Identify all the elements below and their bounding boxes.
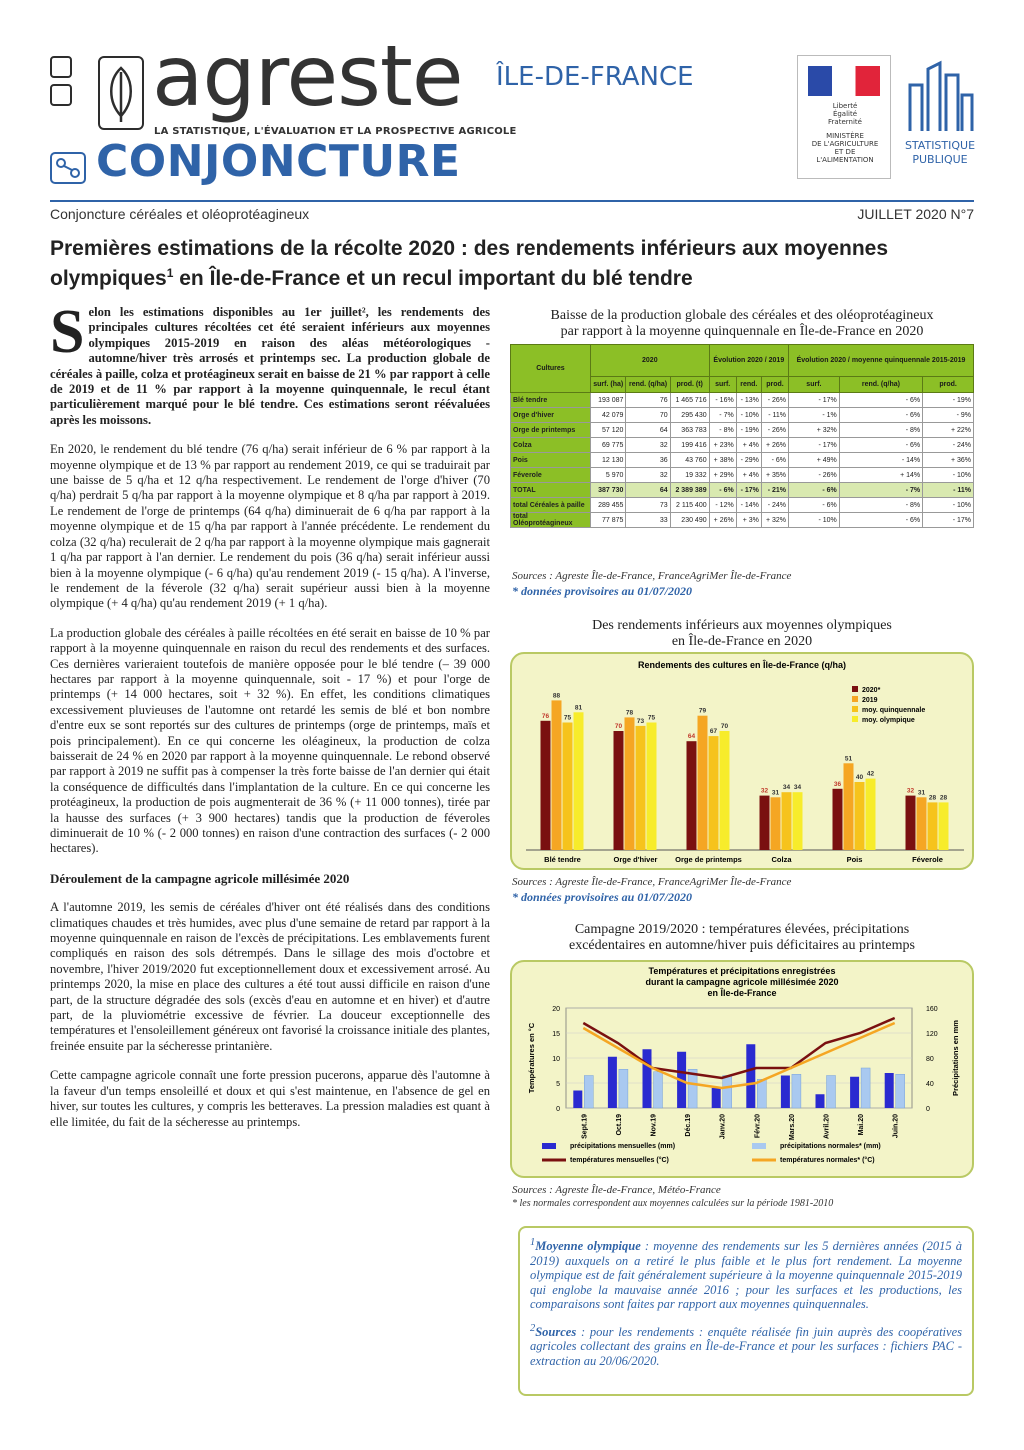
table-provisional-note: * données provisoires au 01/07/2020 bbox=[512, 584, 693, 598]
data-label: 67 bbox=[709, 728, 718, 736]
logo-icon-group bbox=[50, 56, 94, 112]
y-tick-right: 0 bbox=[926, 1106, 930, 1113]
table-cell: 64 bbox=[626, 483, 670, 498]
y-tick-left: 0 bbox=[556, 1106, 560, 1113]
table-cell: - 6% bbox=[709, 483, 736, 498]
climate-chart-box bbox=[510, 960, 974, 1178]
precip-bar bbox=[816, 1094, 825, 1108]
legend-label: moy. olympique bbox=[862, 717, 915, 724]
bar-chart-title: Des rendements inférieurs aux moyennes olympiques en Île-de-France en 2020 bbox=[592, 618, 892, 649]
ministry-logo bbox=[797, 55, 891, 179]
data-label: 75 bbox=[563, 714, 572, 722]
table-cell: - 26% bbox=[789, 468, 840, 483]
y-tick-right: 160 bbox=[926, 1006, 938, 1013]
data-label: 81 bbox=[574, 704, 583, 712]
table-subheader: prod. bbox=[923, 377, 974, 393]
table-header-cultures: Cultures bbox=[511, 345, 591, 393]
y-tick-right: 120 bbox=[926, 1031, 938, 1038]
table-row-label: total Oléoprotéagineux bbox=[511, 513, 591, 528]
y-axis-label-left: Températures en °C bbox=[527, 1022, 536, 1094]
bar bbox=[917, 797, 927, 850]
table-row bbox=[511, 483, 974, 498]
data-label: 32 bbox=[906, 787, 915, 795]
precip-bar bbox=[827, 1076, 836, 1109]
table-cell: - 6% bbox=[789, 498, 840, 513]
table-cell: 64 bbox=[626, 423, 670, 438]
precip-bar bbox=[861, 1068, 870, 1108]
table-cell: - 9% bbox=[923, 408, 974, 423]
yield-chart-box bbox=[510, 652, 974, 870]
table-cell: - 29% bbox=[736, 453, 761, 468]
table-row-label: TOTAL bbox=[511, 483, 591, 498]
precip-bar bbox=[643, 1049, 652, 1108]
data-label: 31 bbox=[771, 789, 780, 797]
precip-bar bbox=[781, 1076, 790, 1109]
precip-bar bbox=[746, 1044, 755, 1108]
precip-bar bbox=[792, 1074, 801, 1108]
table-cell: + 49% bbox=[789, 453, 840, 468]
bar bbox=[720, 731, 730, 850]
table-row bbox=[511, 408, 974, 423]
publication-subhead: Conjoncture céréales et oléoprotéagineux bbox=[50, 206, 310, 222]
bar bbox=[625, 717, 635, 850]
y-tick-left: 5 bbox=[556, 1081, 560, 1088]
table-cell: + 32% bbox=[789, 423, 840, 438]
table-cell: + 4% bbox=[736, 468, 761, 483]
table-cell: 193 087 bbox=[591, 393, 626, 408]
table-title: Baisse de la production globale des céréales et des oléoprotéagineux par rapport à la moyenne quinquennale en Île-de-France en 2020 bbox=[550, 308, 934, 339]
table-cell: - 17% bbox=[923, 513, 974, 528]
ministry-motto: Liberté Égalité Fraternité bbox=[828, 102, 862, 126]
table-cell: 42 079 bbox=[591, 408, 626, 423]
climate-source: Sources : Agreste Île-de-France, Météo-France bbox=[512, 1184, 721, 1196]
bar-chart-provisional-note: * données provisoires au 01/07/2020 bbox=[512, 890, 693, 904]
table-row-label: Orge d'hiver bbox=[511, 408, 591, 423]
brand-tagline: LA STATISTIQUE, L'ÉVALUATION ET LA PROSPECTIVE AGRICOLE bbox=[154, 126, 517, 137]
chart-title-2: durant la campagne agricole millésimée 2020 bbox=[645, 977, 839, 987]
bar bbox=[698, 716, 708, 850]
table-subheader: rend. (q/ha) bbox=[626, 377, 670, 393]
table-cell: 76 bbox=[626, 393, 670, 408]
table-cell: 70 bbox=[626, 408, 670, 423]
table-row bbox=[511, 453, 974, 468]
table-cell: + 35% bbox=[761, 468, 788, 483]
table-cell: - 6% bbox=[839, 408, 922, 423]
y-tick-left: 20 bbox=[552, 1006, 560, 1013]
category-label: Orge d'hiver bbox=[613, 855, 658, 864]
chart-title-3: en Île-de-France bbox=[707, 988, 777, 998]
table-cell: 199 416 bbox=[670, 438, 709, 453]
legend-swatch bbox=[852, 706, 858, 712]
bar bbox=[771, 797, 781, 850]
bar bbox=[541, 721, 551, 850]
table-row bbox=[511, 393, 974, 408]
month-label: Mai.20 bbox=[858, 1114, 866, 1136]
data-label: 34 bbox=[793, 784, 802, 792]
table-cell: - 11% bbox=[923, 483, 974, 498]
table-row-label: Blé tendre bbox=[511, 393, 591, 408]
category-label: Blé tendre bbox=[544, 855, 581, 864]
bar bbox=[636, 726, 646, 850]
paragraph-pests: Cette campagne agricole connaît une forte pression pucerons, apparue dès l'automne à la faveur d'un temps ensoleillé et doux et qui s'est maintenue, en l'absence de gel en hiver, sur toutes les cultures, y compris les betteraves. La pression maladies est quant à elle limitée, du fait de la sécheresse au printemps. bbox=[50, 1068, 490, 1129]
table-cell: - 6% bbox=[839, 393, 922, 408]
table-cell: - 11% bbox=[761, 408, 788, 423]
stat-label-1: STATISTIQUE bbox=[904, 139, 976, 152]
stat-label-2: PUBLIQUE bbox=[912, 153, 968, 166]
table-subheader: surf. bbox=[789, 377, 840, 393]
precip-bar bbox=[723, 1076, 732, 1109]
data-label: 73 bbox=[636, 717, 645, 725]
ministry-name: MINISTÈRE DE L'AGRICULTURE ET DE L'ALIMENTATION bbox=[811, 132, 879, 164]
climate-note: * les normales correspondent aux moyennes calculées sur la période 1981-2010 bbox=[512, 1198, 834, 1209]
table-cell: - 6% bbox=[839, 438, 922, 453]
production-table bbox=[510, 344, 974, 528]
month-label: Oct.19 bbox=[615, 1114, 623, 1136]
bar bbox=[833, 789, 843, 850]
data-label: 70 bbox=[614, 723, 623, 730]
network-icon bbox=[50, 152, 86, 184]
table-cell: - 14% bbox=[736, 498, 761, 513]
legend-swatch bbox=[852, 686, 858, 692]
flag-icon bbox=[808, 66, 880, 96]
table-cell: 5 970 bbox=[591, 468, 626, 483]
precip-bar bbox=[885, 1073, 894, 1108]
data-label: 32 bbox=[760, 787, 769, 795]
precip-bar bbox=[584, 1076, 593, 1109]
legend-label: températures mensuelles (°C) bbox=[570, 1157, 669, 1164]
brand-name: agreste bbox=[152, 27, 463, 125]
climate-chart-title: Campagne 2019/2020 : températures élevées, précipitations excédentaires en automne/hiver puis déficitaires au printemps bbox=[569, 922, 915, 953]
table-cell: - 21% bbox=[761, 483, 788, 498]
bar bbox=[614, 731, 624, 850]
region-label: ÎLE-DE-FRANCE bbox=[496, 62, 694, 92]
bar bbox=[563, 723, 573, 851]
precip-bar bbox=[608, 1057, 617, 1108]
data-label: 36 bbox=[833, 780, 842, 788]
table-cell: + 4% bbox=[736, 438, 761, 453]
table-subheader: rend. (q/ha) bbox=[839, 377, 922, 393]
table-cell: 387 730 bbox=[591, 483, 626, 498]
precip-bar bbox=[712, 1088, 721, 1108]
table-cell: + 36% bbox=[923, 453, 974, 468]
table-row-label: Colza bbox=[511, 438, 591, 453]
chart-icon bbox=[50, 56, 72, 78]
climate-chart bbox=[512, 962, 972, 1176]
section-title: CONJONCTURE bbox=[96, 136, 461, 187]
legend-swatch bbox=[752, 1143, 766, 1149]
table-cell: - 12% bbox=[709, 498, 736, 513]
table-source: Sources : Agreste Île-de-France, FranceAgriMer Île-de-France bbox=[512, 570, 792, 582]
category-label: Orge de printemps bbox=[675, 855, 742, 864]
table-cell: - 19% bbox=[923, 393, 974, 408]
table-cell: 69 775 bbox=[591, 438, 626, 453]
page-title: Premières estimations de la récolte 2020 : des rendements inférieurs aux moyennes olympiques$^1$ en Île-de-France et un recul important du blé tendre bbox=[50, 237, 889, 290]
data-label: 70 bbox=[720, 723, 729, 730]
data-label: 64 bbox=[687, 733, 696, 741]
table-cell: - 16% bbox=[709, 393, 736, 408]
precip-bar bbox=[654, 1072, 663, 1108]
table-cell: 12 130 bbox=[591, 453, 626, 468]
header-rule bbox=[50, 200, 974, 202]
month-label: Janv.20 bbox=[719, 1114, 727, 1140]
data-label: 40 bbox=[855, 774, 864, 781]
table-row-label: Pois bbox=[511, 453, 591, 468]
table-cell: 2 115 400 bbox=[670, 498, 709, 513]
category-label: Pois bbox=[846, 855, 863, 864]
issue-number: JUILLET 2020 N°7 bbox=[857, 206, 974, 222]
bar bbox=[939, 802, 949, 850]
table-row bbox=[511, 438, 974, 453]
data-label: 78 bbox=[625, 709, 634, 717]
paragraph-production: La production globale des céréales à paille récoltées en été serait en baisse de 10 % par rapport à la moyenne quinquennale en raison du recul des rendements et des surfaces. Ces dernières varieraient toutefois de manière opposée pour le blé tendre (– 39 000 hectares par rapport à la moyenne quinquennale, soit - 17 %) et pour l'orge de printemps (+ 14 000 hectares, soit + 32 %). En effet, les conditions climatiques excessivement pluvieuses de l'automne ont retardé les semis de blé et bon nombre d'entre eux se sont reportés sur des cultures de printemps (orge de printemps, maïs et pois principalement). En ce qui concerne les oléagineux, la production de colza baisserait de 24 % en 2020 par rapport à la moyenne quinquennale. Le rebond observé par rapport à 2019 ne suffit pas à compenser la très forte baisse de l'an dernier qui était la conséquence de difficultés dans l'implantation de la culture. En ce qui concerne les protéagineux, la production de pois augmenterait de 36 % (+ 11 000 tonnes), tirée par la hausse des surfaces (+ 3 900 hectares) tandis que la production de féveroles diminuerait de 10 % (- 2 000 tonnes) en raison d'une contraction des surfaces (- 2 000 hectares). bbox=[50, 625, 490, 856]
legend-swatch bbox=[852, 716, 858, 722]
chart-title-1: Températures et précipitations enregistrées bbox=[648, 966, 836, 976]
table-cell: - 14% bbox=[839, 453, 922, 468]
bar bbox=[552, 700, 562, 850]
table-cell: - 8% bbox=[709, 423, 736, 438]
table-subheader: surf. (ha) bbox=[591, 377, 626, 393]
table-subheader: prod. bbox=[761, 377, 788, 393]
paragraph-campaign: A l'automne 2019, les semis de céréales d'hiver ont été réalisés dans des conditions climatiques chaudes et très humides, avec plus d'une semaine de retard par rapport à la moyenne quinquennale en raison de l'excès de précipitations. Les emblavements furent compliqués en raison des sols détrempés. Dans le sillage des mois d'octobre et novembre, l'hiver 2019/2020 fut exceptionnellement doux et excessivement arrosé. Au printemps 2020, la mise en place des cultures a été tout aussi difficile en raison d'une part, de la structure dégradée des sols (excès d'eau en automne et en hiver) et d'autre part, de la pluviométrie excessive de février. La douceur exceptionnelle des températures et l'ensoleillement généreux ont favorisé la croissance initiale des plantes, freinée ensuite par la sécheresse printanière. bbox=[50, 900, 490, 1053]
table-cell: + 29% bbox=[709, 468, 736, 483]
y-axis-label-right: Précipitations en mm bbox=[951, 1020, 960, 1096]
chart-title: Rendements des cultures en Île-de-France (q/ha) bbox=[637, 660, 847, 670]
bar bbox=[844, 763, 854, 850]
table-subheader: surf. bbox=[709, 377, 736, 393]
table-row bbox=[511, 468, 974, 483]
table-cell: - 7% bbox=[839, 483, 922, 498]
table-cell: 32 bbox=[626, 438, 670, 453]
percent-icon bbox=[50, 84, 72, 106]
table-header-evo-2019: Évolution 2020 / 2019 bbox=[709, 345, 788, 377]
table-cell: - 6% bbox=[839, 513, 922, 528]
paragraph-yields: En 2020, le rendement du blé tendre (76 q/ha) serait inférieur de 6 % par rapport à la moyenne olympique et de 13 % par rapport au rendement 2019, ce qui se traduirait par une baisse de 5 q/ha et 12 q/ha respectivement. Le rendement de l'orge d'hiver (70 q/ha) perdrait 5 q/ha par rapport à la moyenne olympique et 8 q/ha par rapport à 2019. Le rendement de l'orge de printemps (64 q/ha) diminuerait de 6 q/ha par rapport à la moyenne olympique et de 15 q/ha par rapport à l'année précédente. Le rendement du colza (32 q/ha) reculerait de 2 q/ha par rapport à la moyenne olympique mais gagnerait 1 q/ha par rapport à l'an dernier. Le rendement du pois (36 q/ha) serait inférieur aussi bien à la moyenne olympique (- 6 q/ha) qu'au rendement 2019 (- 15 q/ha). A l'inverse, le rendement de la féverole (32 q/ha) serait supérieur aussi bien à la moyenne olympique (+ 4 q/ha) qu'au rendement 2019 (+ 1 q/ha). bbox=[50, 442, 490, 611]
table-cell: + 26% bbox=[761, 438, 788, 453]
table-cell: 73 bbox=[626, 498, 670, 513]
article-body bbox=[50, 298, 490, 1144]
table-cell: 363 783 bbox=[670, 423, 709, 438]
table-cell: - 6% bbox=[789, 483, 840, 498]
table-row-label: Féverole bbox=[511, 468, 591, 483]
month-label: Févr.20 bbox=[754, 1114, 762, 1139]
statistique-publique-logo bbox=[900, 55, 980, 179]
table-cell: 57 120 bbox=[591, 423, 626, 438]
table-cell: - 7% bbox=[709, 408, 736, 423]
table-cell: - 1% bbox=[789, 408, 840, 423]
table-cell: 230 490 bbox=[670, 513, 709, 528]
data-label: 28 bbox=[939, 794, 948, 802]
precip-bar bbox=[757, 1079, 766, 1108]
table-row-label: total Céréales à paille bbox=[511, 498, 591, 513]
table-cell: 289 455 bbox=[591, 498, 626, 513]
table-cell: + 26% bbox=[709, 513, 736, 528]
category-label: Féverole bbox=[912, 855, 943, 864]
table-cell: - 6% bbox=[761, 453, 788, 468]
month-label: Nov.19 bbox=[650, 1114, 658, 1137]
table-cell: - 8% bbox=[839, 423, 922, 438]
table-row bbox=[511, 423, 974, 438]
precip-bar bbox=[573, 1091, 582, 1109]
bar bbox=[782, 792, 792, 850]
month-label: Mars.20 bbox=[788, 1114, 796, 1141]
table-cell: 36 bbox=[626, 453, 670, 468]
table-cell: - 26% bbox=[761, 393, 788, 408]
y-tick-left: 10 bbox=[552, 1056, 560, 1063]
data-label: 75 bbox=[647, 714, 656, 722]
table-subheader: prod. (t) bbox=[670, 377, 709, 393]
table-cell: - 10% bbox=[736, 408, 761, 423]
bar bbox=[687, 741, 697, 850]
table-cell: + 3% bbox=[736, 513, 761, 528]
table-subheader: rend. bbox=[736, 377, 761, 393]
table-cell: - 26% bbox=[761, 423, 788, 438]
table-cell: + 32% bbox=[761, 513, 788, 528]
month-label: Juin.20 bbox=[892, 1114, 900, 1139]
definition-sources: $^2$Sources : pour les rendements : enquête réalisée fin juin auprès des coopératives agricoles collectant des grains en Île-de-France et pour les surfaces : fichiers PAC - extraction au 20/06/2020. bbox=[530, 1322, 962, 1368]
data-label: 51 bbox=[844, 755, 853, 763]
table-cell: - 17% bbox=[789, 438, 840, 453]
table-header-2020: 2020 bbox=[591, 345, 710, 377]
yield-bar-chart bbox=[512, 654, 972, 868]
month-label: Déc.19 bbox=[685, 1114, 693, 1137]
legend-swatch bbox=[542, 1143, 556, 1149]
table-cell: - 13% bbox=[736, 393, 761, 408]
table-cell: - 10% bbox=[789, 513, 840, 528]
precip-bar bbox=[619, 1069, 628, 1108]
table-cell: 295 430 bbox=[670, 408, 709, 423]
data-label: 88 bbox=[552, 692, 561, 700]
table-row bbox=[511, 498, 974, 513]
definition-moyenne-olympique: $^1$Moyenne olympique : moyenne des rendements sur les 5 dernières années (2015 à 2019) auxquels on a retiré le plus faible et le plus fort rendement. La moyenne olympique est de fait généralement supérieure à la moyenne quinquennale 2015-2019 qui englobe la mauvaise année 2016 ; pour les surfaces et les productions, les comparaisons sont faites par rapport aux moyennes quinquennales. bbox=[530, 1237, 963, 1312]
bar bbox=[928, 802, 938, 850]
table-cell: - 10% bbox=[923, 498, 974, 513]
table-cell: - 19% bbox=[736, 423, 761, 438]
table-cell: 1 465 716 bbox=[670, 393, 709, 408]
bar bbox=[709, 736, 719, 850]
bar bbox=[760, 796, 770, 850]
table-cell: + 14% bbox=[839, 468, 922, 483]
bar bbox=[793, 792, 803, 850]
precip-bar bbox=[896, 1074, 905, 1108]
table-cell: - 17% bbox=[736, 483, 761, 498]
legend-label: 2019 bbox=[862, 697, 878, 704]
table-cell: 19 332 bbox=[670, 468, 709, 483]
table-cell: 33 bbox=[626, 513, 670, 528]
bar bbox=[855, 782, 865, 850]
data-label: 34 bbox=[782, 784, 791, 792]
table-cell: - 8% bbox=[839, 498, 922, 513]
legend-label: précipitations normales* (mm) bbox=[780, 1143, 881, 1150]
lead-paragraph: Selon les estimations disponibles au 1er juillet², les rendements des principales cultures récoltées cet été seraient inférieurs aux moyennes olympiques 2015-2019 en raison des aléas météorologiques - automne/hiver très arrosés et printemps sec. La production globale de céréales à paille, colza et protéagineux serait en baisse de 21 % par rapport à celle de 2019 et de 11 % par rapport à la moyenne quinquennale, le recul étant particulièrement marqué pour le blé tendre. Ces estimations seront réévaluées après les moissons. bbox=[50, 298, 490, 427]
bar bbox=[574, 712, 584, 850]
table-row bbox=[511, 513, 974, 528]
table-row-label: Orge de printemps bbox=[511, 423, 591, 438]
bar bbox=[647, 723, 657, 851]
legend-label: moy. quinquennale bbox=[862, 707, 926, 714]
bar bbox=[906, 796, 916, 850]
data-label: 79 bbox=[698, 707, 707, 715]
leaf-icon bbox=[98, 56, 144, 130]
legend-label: précipitations mensuelles (mm) bbox=[570, 1143, 676, 1150]
table-cell: - 10% bbox=[923, 468, 974, 483]
precip-bar bbox=[850, 1077, 859, 1108]
bar-chart-source: Sources : Agreste Île-de-France, FranceAgriMer Île-de-France bbox=[512, 876, 792, 888]
table-cell: - 24% bbox=[923, 438, 974, 453]
bar bbox=[866, 779, 876, 850]
temperature-line bbox=[583, 1018, 894, 1078]
table-cell: + 23% bbox=[709, 438, 736, 453]
building-icon bbox=[906, 55, 974, 133]
month-label: Sept.19 bbox=[581, 1114, 589, 1139]
table-header-evo-quinq: Évolution 2020 / moyenne quinquennale 2015-2019 bbox=[789, 345, 974, 377]
data-label: 42 bbox=[866, 770, 875, 778]
definitions-callout bbox=[518, 1226, 974, 1396]
table-cell: 2 389 389 bbox=[670, 483, 709, 498]
data-label: 28 bbox=[928, 794, 937, 802]
drop-cap: S bbox=[50, 298, 85, 366]
y-tick-left: 15 bbox=[552, 1031, 560, 1038]
y-tick-right: 40 bbox=[926, 1081, 934, 1088]
table-cell: + 38% bbox=[709, 453, 736, 468]
table-cell: + 22% bbox=[923, 423, 974, 438]
table-cell: - 17% bbox=[789, 393, 840, 408]
data-label: 31 bbox=[917, 789, 926, 797]
y-tick-right: 80 bbox=[926, 1056, 934, 1063]
legend-swatch bbox=[852, 696, 858, 702]
section-heading: Déroulement de la campagne agricole millésimée 2020 bbox=[50, 870, 350, 886]
legend-label: températures normales* (°C) bbox=[780, 1157, 875, 1164]
table-cell: - 24% bbox=[761, 498, 788, 513]
category-label: Colza bbox=[771, 855, 792, 864]
table-cell: 32 bbox=[626, 468, 670, 483]
legend-label: 2020* bbox=[862, 687, 881, 694]
month-label: Avril.20 bbox=[823, 1114, 831, 1140]
data-label: 76 bbox=[541, 712, 550, 720]
table-cell: 77 875 bbox=[591, 513, 626, 528]
table-cell: 43 760 bbox=[670, 453, 709, 468]
